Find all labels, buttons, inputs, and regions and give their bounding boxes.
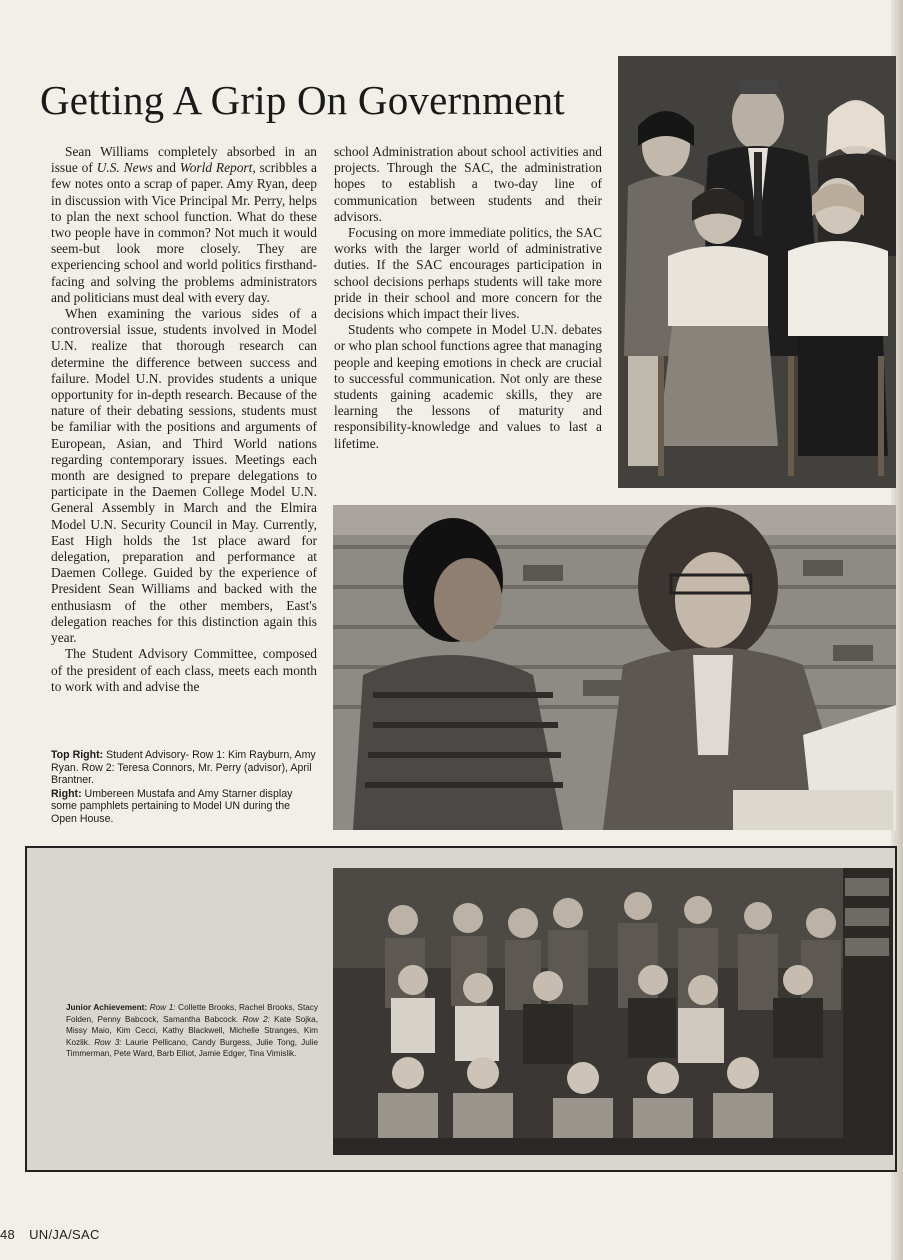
page-number: 48 [0, 1227, 16, 1242]
article-paragraph: Sean Williams completely absorbed in an issue of U.S. News and World Report, scribbles a few notes onto a scrap of paper. Amy Ryan, deep in discussion with Vice Principal Mr. Perry, helps to plan the next school function. What do these two people have in common? Not much it would seem-but look more closely. They are experiencing school and world politics firsthand-facing and solving the problems administrators and politicians must deal with every day. [51, 144, 317, 305]
model-un-photo [333, 505, 896, 830]
article-paragraph: school Administration about school activities and projects. Through the SAC, the administration hopes to establish a two-day line of communication between students and their advisors. [334, 144, 602, 224]
article-paragraph: The Student Advisory Committee, composed of the president of each class, meets each month to work with and advise the [51, 646, 317, 694]
page-footer [0, 1227, 100, 1242]
junior-achievement-caption: Junior Achievement: Row 1: Collette Brooks, Rachel Brooks, Stacy Folden, Penny Babcock, Samantha Babcock. Row 2: Kate Sojka, Missy Maio, Kim Cecci, Kathy Blackwell, Michelle Stranges, Kim Kozlik. Row 3: Laurie Pellicano, Candy Burgess, Julie Tong, Julie Timmerman, Pete Ward, Barb Elliot, Jamie Edger, Tina Vimislik. [66, 1003, 319, 1058]
junior-achievement-photo [333, 868, 893, 1155]
article-paragraph: When examining the various sides of a controversial issue, students involved in Model U.N. realize that thorough research can determine the difference between success and failure. Model U.N. provides students a unique opportunity for in-depth research. Because of the nature of their debating sessions, students must be familiar with the positions and arguments of European, Asian, and Third World nations regarding contemporary issues. Meetings each month are designed to prepare delegations to participate in the Daemen College Model U.N. General Assembly in March and the Elmira Model U.N. Security Council in May. Currently, East High holds the 1st place award for delegation, preparation and performance at Daemen College. Guided by the experience of President Sean Williams and backed with the enthusiasm of the other members, East's delegation reaches for this distinction again this year. [51, 306, 317, 646]
photo-captions [51, 749, 317, 827]
caption-right: Right: Umbereen Mustafa and Amy Starner display some pamphlets pertaining to Model UN during the Open House. [51, 787, 293, 825]
article-paragraph: Students who compete in Model U.N. debates or who plan school functions agree that managing people and keeping emotions in check are crucial to successful communication. Not only are these students gaining academic skills, they are learning the lessons of maturity and responsibility-knowledge and values to last a lifetime. [334, 322, 602, 451]
article-column-2 [334, 144, 602, 452]
article-paragraph: Focusing on more immediate politics, the SAC works with the larger world of administrative duties. If the SAC encourages participation in school decisions perhaps students will take more pride in their school and more concern for the decisions which impact their lives. [334, 225, 602, 322]
caption-top-right: Top Right: Student Advisory- Row 1: Kim Rayburn, Amy Ryan. Row 2: Teresa Connors, Mr. Perry (advisor), April Brantner. [51, 749, 316, 787]
student-advisory-photo [618, 56, 896, 488]
page-headline: Getting A Grip On Government [40, 77, 565, 123]
article-column-1 [51, 144, 317, 695]
section-label: UN/JA/SAC [29, 1227, 100, 1242]
